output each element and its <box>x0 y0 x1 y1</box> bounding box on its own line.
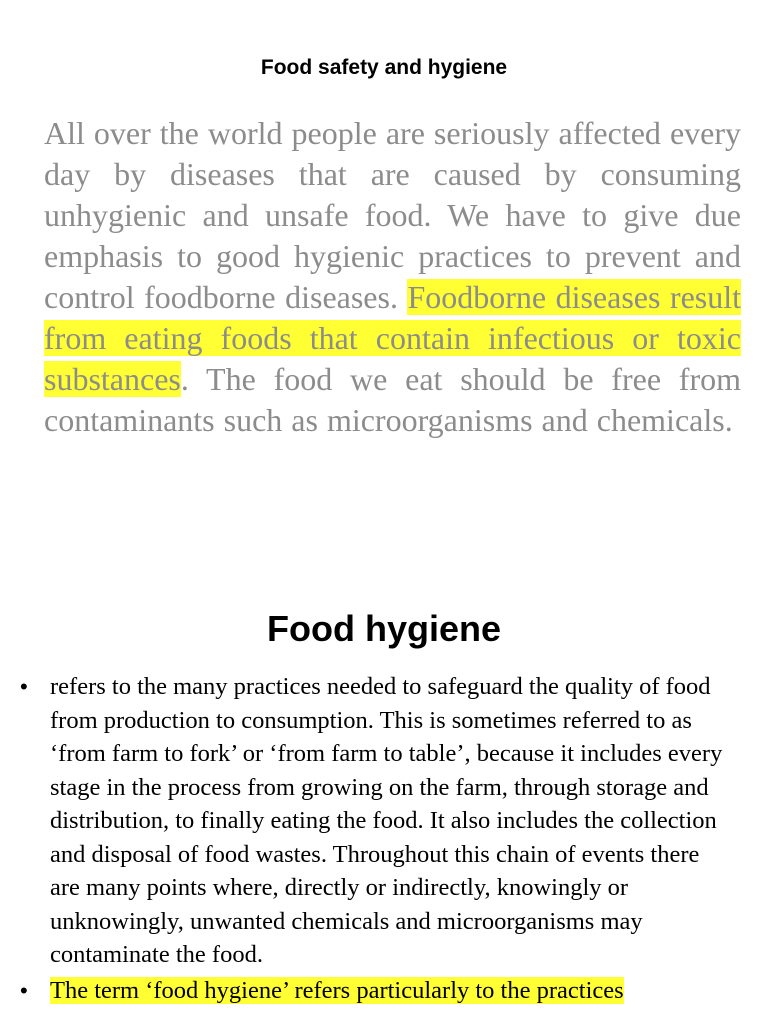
bullet-icon: • <box>20 977 28 1003</box>
page-title: Food safety and hygiene <box>260 56 508 79</box>
intro-paragraph <box>44 113 741 441</box>
list-item <box>20 974 730 1008</box>
intro-text-before: All over the world people are seriously affected every day by diseases that are caused by consuming unhygienic and unsafe food. We have to give due emphasis to good hygienic practices to prevent and control foodborne diseases. <box>44 115 741 315</box>
bullet-text: refers to the many practices needed to safeguard the quality of food from production to consumption. This is sometimes referred to as ‘from farm to fork’ or ‘from farm to table’, because it includes every stage in the process from growing on the farm, through storage and distribution, to finally eating the food. It also includes the collection and disposal of food wastes. Throughout this chain of events there are many points where, directly or indirectly, knowingly or unknowingly, unwanted chemicals and microorganisms may contaminate the food. <box>50 673 723 968</box>
intro-highlighted-text: Foodborne diseases result from eating foods that contain infectious or toxic substances <box>44 279 742 397</box>
section-heading: Food hygiene <box>267 608 501 649</box>
bullet-text-highlighted: The term ‘food hygiene’ refers particularly to the practices <box>50 976 624 1004</box>
bullet-icon: • <box>20 674 28 699</box>
intro-text-after: . The food we eat should be free from contaminants such as microorganisms and chemicals. <box>44 361 741 438</box>
list-item <box>20 670 730 972</box>
bullet-list <box>20 670 730 1009</box>
